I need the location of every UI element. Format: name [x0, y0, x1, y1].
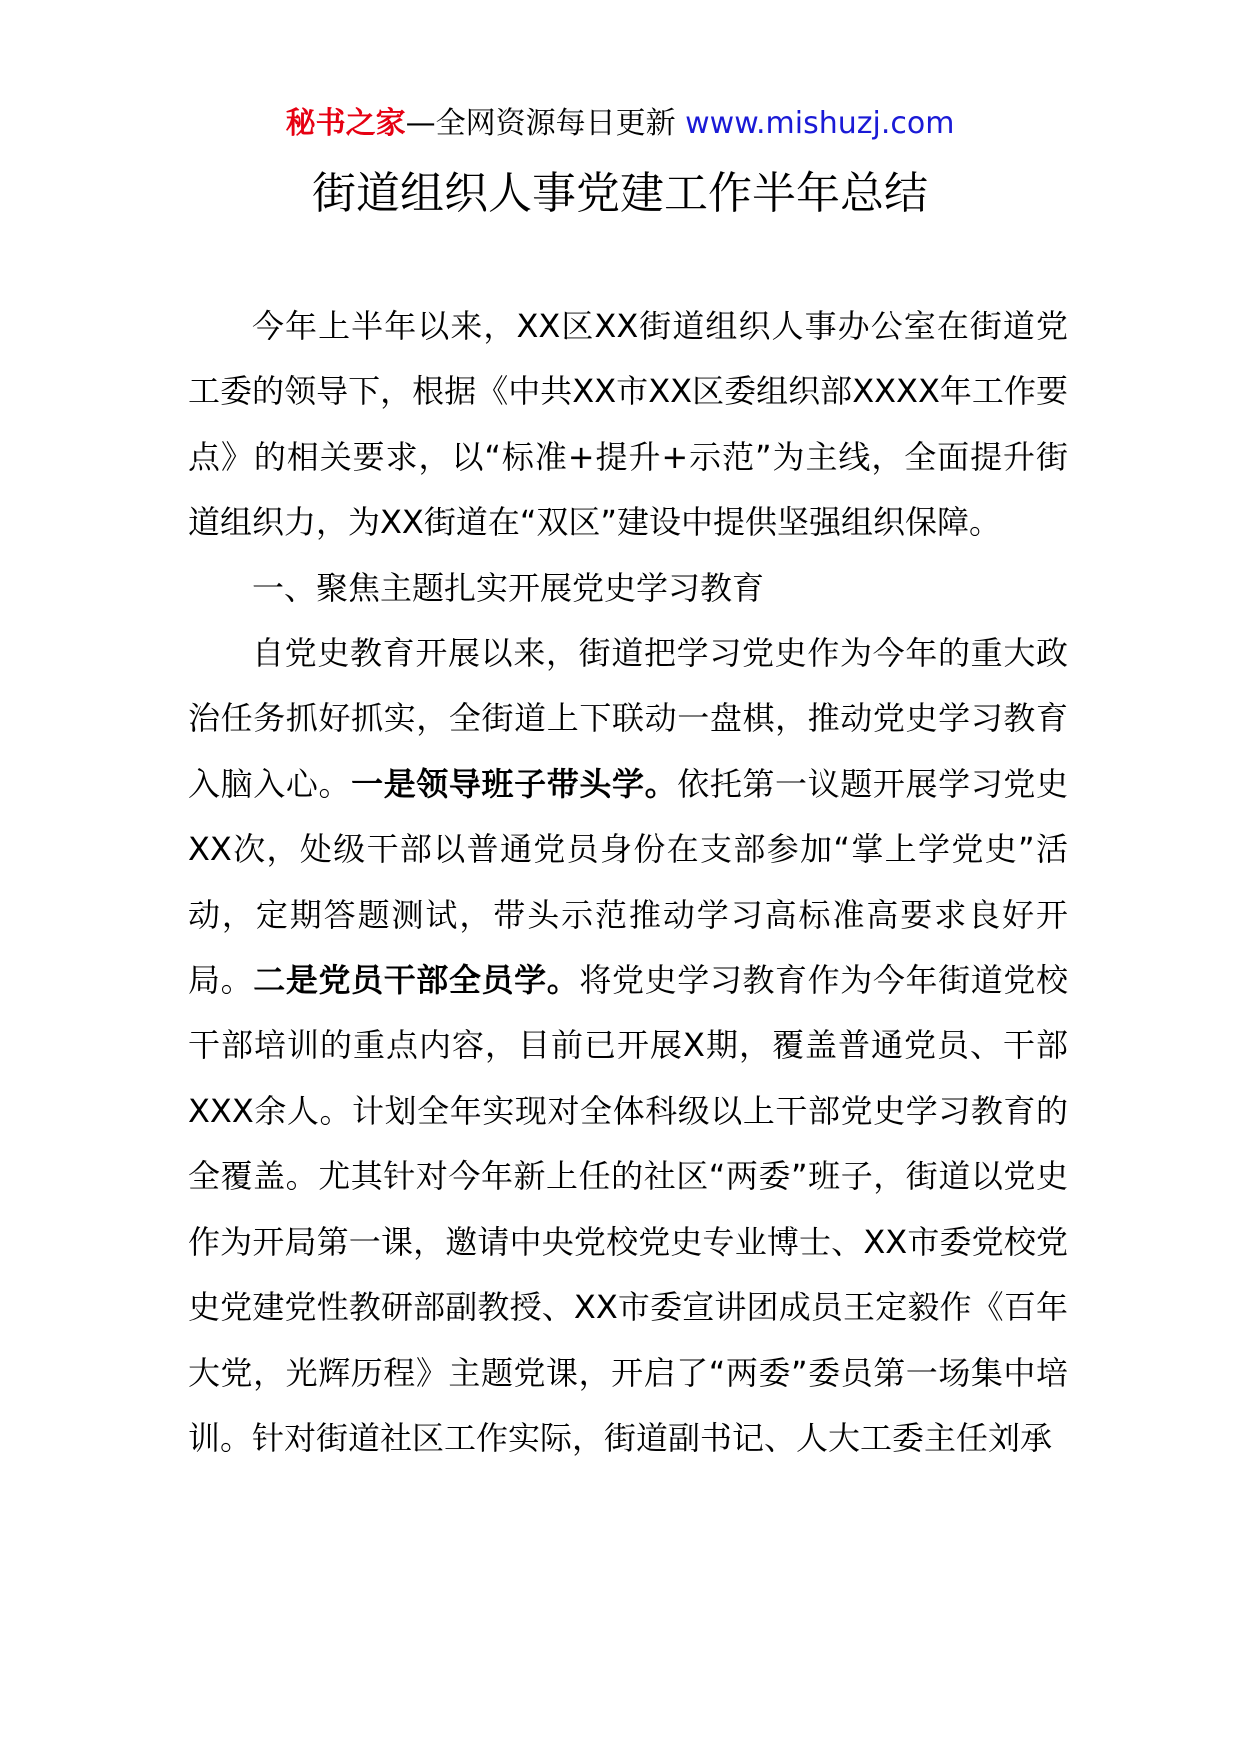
section-heading: 一、聚焦主题扎实开展党史学习教育	[252, 568, 765, 607]
bold-point-1: 一是领导班子带头学。	[351, 764, 678, 803]
bold-point-2: 二是党员干部全员学。	[253, 961, 580, 1000]
brand-name: 秘书之家	[285, 106, 406, 141]
brand-slogan: —全网资源每日更新	[405, 106, 676, 141]
site-url[interactable]: www.mishuzj.com	[685, 106, 955, 141]
paragraph-text-start: 自党史教育开展以来，街道把学习党史作为今年的重大政治任务抓好抓实，全街道上下联动一盘棋，推动党史学习教育入脑入心。	[188, 634, 1068, 803]
section-paragraph	[188, 621, 1068, 1471]
site-banner	[0, 104, 1240, 144]
document-title: 街道组织人事党建工作半年总结	[312, 168, 928, 219]
intro-paragraph: 今年上半年以来，XX区XX街道组织人事办公室在街道党工委的领导下，根据《中共XX市XX区委组织部XXXX年工作要点》的相关要求，以“标准+提升+示范”为主线，全面提升街道组织力，为XX街道在“双区”建设中提供坚强组织保障。	[188, 307, 1068, 542]
document-body	[188, 294, 1068, 1471]
paragraph-text-end: 将党史学习教育作为今年街道党校干部培训的重点内容，目前已开展X期，覆盖普通党员、干部XXX余人。计划全年实现对全体科级以上干部党史学习教育的全覆盖。尤其针对今年新上任的社区“两委”班子，街道以党史作为开局第一课，邀请中央党校党史专业博士、XX市委党校党史党建党性教研部副教授、XX市委宣讲团成员王定毅作《百年大党，光辉历程》主题党课，开启了“两委”委员第一场集中培训。针对街道社区工作实际，街道副书记、人大工委主任刘承	[188, 961, 1068, 1457]
paragraph-text-mid: 依托第一议题开展学习党史XX次，处级干部以普通党员身份在支部参加“掌上学党史”活动，定期答题测试，带头示范推动学习高标准高要求良好开局。	[188, 764, 1068, 1000]
